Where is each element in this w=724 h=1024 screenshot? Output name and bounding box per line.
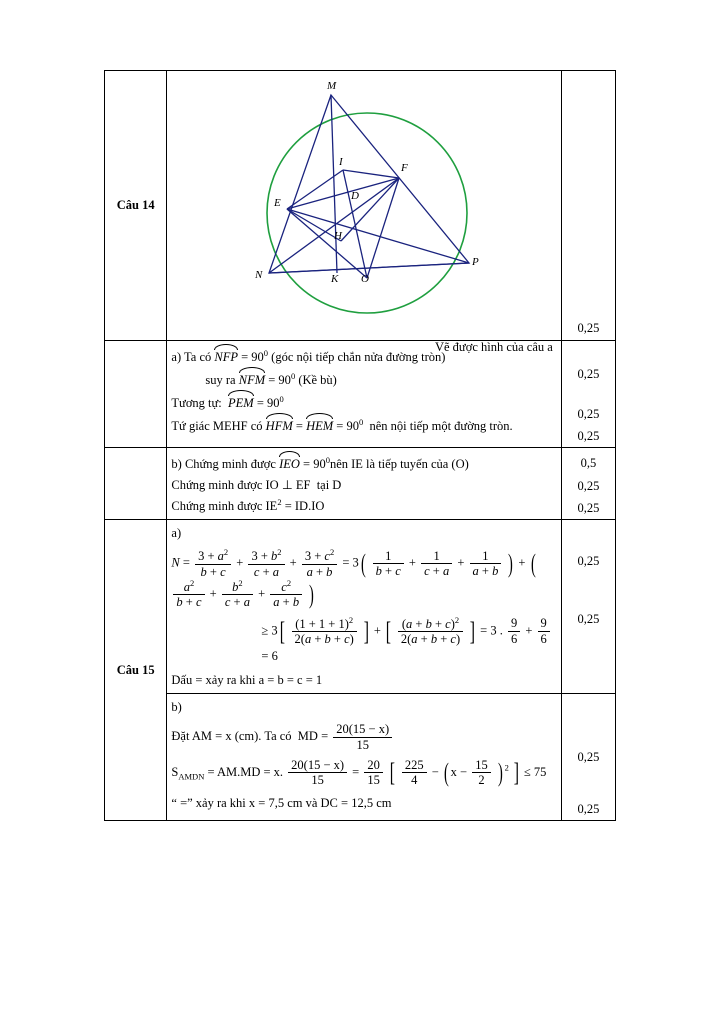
point-label-D: D [351, 190, 360, 202]
row-label-cau14: Câu 14 [105, 71, 167, 341]
cau15-a-cell [167, 519, 561, 693]
figure-cell [167, 71, 561, 355]
formula-md: Đặt AM = x (cm). Ta có MD = $\frac{20(15 - x)}{15}$ [171, 722, 556, 752]
score-value: 0,25 [577, 553, 600, 568]
point-label-E: E [274, 197, 282, 209]
score-cell-a [561, 341, 615, 448]
score-cell-fig [561, 71, 615, 341]
point-label-M: M [327, 80, 337, 92]
point-label-O: O [361, 273, 370, 285]
score-value: 0,25 [577, 500, 600, 515]
point-label-H: H [334, 230, 343, 242]
equality-note-b: “ =” xảy ra khi x = 7,5 cm và DC = 12,5 cm [171, 795, 392, 810]
geometry-figure [171, 73, 556, 355]
answer-line: suy ra NFM = $90^0$ (Kề bù) [171, 368, 556, 389]
answer-line: Chứng minh được $IE^2 = ID.IO$ [171, 496, 325, 513]
score-value: 0,25 [577, 407, 600, 422]
score-value: 0,25 [577, 802, 600, 817]
answer-line: Tương tự: PEM = $90^0$ [171, 391, 556, 412]
part-heading: b) [171, 700, 182, 714]
point-label-N: N [255, 269, 263, 281]
score-cell-b [561, 448, 615, 520]
part-heading: a) [171, 525, 182, 540]
score-value: 0,5 [580, 456, 597, 471]
score-value: 0,25 [577, 321, 600, 335]
table-row [105, 519, 616, 693]
table-row [105, 71, 616, 341]
score-cell-15a [561, 519, 615, 693]
cau15-b-cell [167, 694, 561, 821]
row-label-cau15: Câu 15 [105, 519, 167, 820]
figure-caption: Vẽ được hình của câu a [434, 340, 553, 355]
row-label-empty-2 [105, 448, 167, 520]
answer-line: Chứng minh được IO ⊥ EF tại D [171, 477, 342, 492]
row-label-empty-1 [105, 341, 167, 448]
equality-note: Dấu = xảy ra khi a = b = c = 1 [171, 672, 323, 687]
answer-line: Tứ giác MEHF có HFM = HEM = $90^0$ nên nội tiếp một đường tròn. [171, 414, 556, 435]
formula-area: $S_{AMDN} = AM.MD = x$. $\frac{20(15 - x)}{15}$ = $\frac{20}{15}$ [ $\frac{225}{4}$ − ( x − $\frac{15}{2}$ ) $^2$ ] ≤ 75 [171, 757, 547, 788]
answer-key-table [104, 70, 616, 821]
answer-line: b) Chứng minh được IEO = $90^0nên$ IE là tiếp tuyến của (O) [171, 452, 556, 473]
point-label-F: F [401, 162, 409, 174]
score-value: 0,25 [577, 429, 600, 444]
answer-b-cell [167, 448, 561, 520]
geometry-svg [171, 73, 551, 333]
score-cell-15b [561, 694, 615, 821]
score-value: 0,25 [577, 750, 600, 764]
table-row [105, 448, 616, 520]
score-value: 0,25 [577, 478, 600, 493]
point-label-I: I [339, 156, 344, 168]
answer-line: a) Ta có NFP = $90^0$ (góc nội tiếp chắn nửa đường tròn) [171, 345, 556, 366]
formula-n-definition: N = $\frac{3 + a^2}{b + c}$ + $\frac{3 + b^2}{c + a}$ + $\frac{3 + c^2}{a + b}$ = 3( $\frac{1}{b + c}$ + $\frac{1}{c + a}$ + $\frac{1}{a + b}$ ) + ( $\frac{a^2}{b + c}$ + $\frac{b^2}{c + a}$ + $\frac{c^2}{a + b}$ ) [171, 547, 536, 610]
formula-n-bound: ≥ 3[ $\frac{(1 + 1 + 1)^2}{2(a + b + c)}$ ] + [ $\frac{(a + b + c)^2}{2(a + b + c)}$ ] = 3 . $\frac{9}{6}$ + $\frac{9}{6}$ = 6 [171, 616, 556, 665]
table-row [105, 694, 616, 821]
point-label-K: K [331, 273, 339, 285]
score-value: 0,25 [577, 367, 600, 381]
point-label-P: P [472, 256, 480, 268]
score-value: 0,25 [577, 612, 600, 627]
